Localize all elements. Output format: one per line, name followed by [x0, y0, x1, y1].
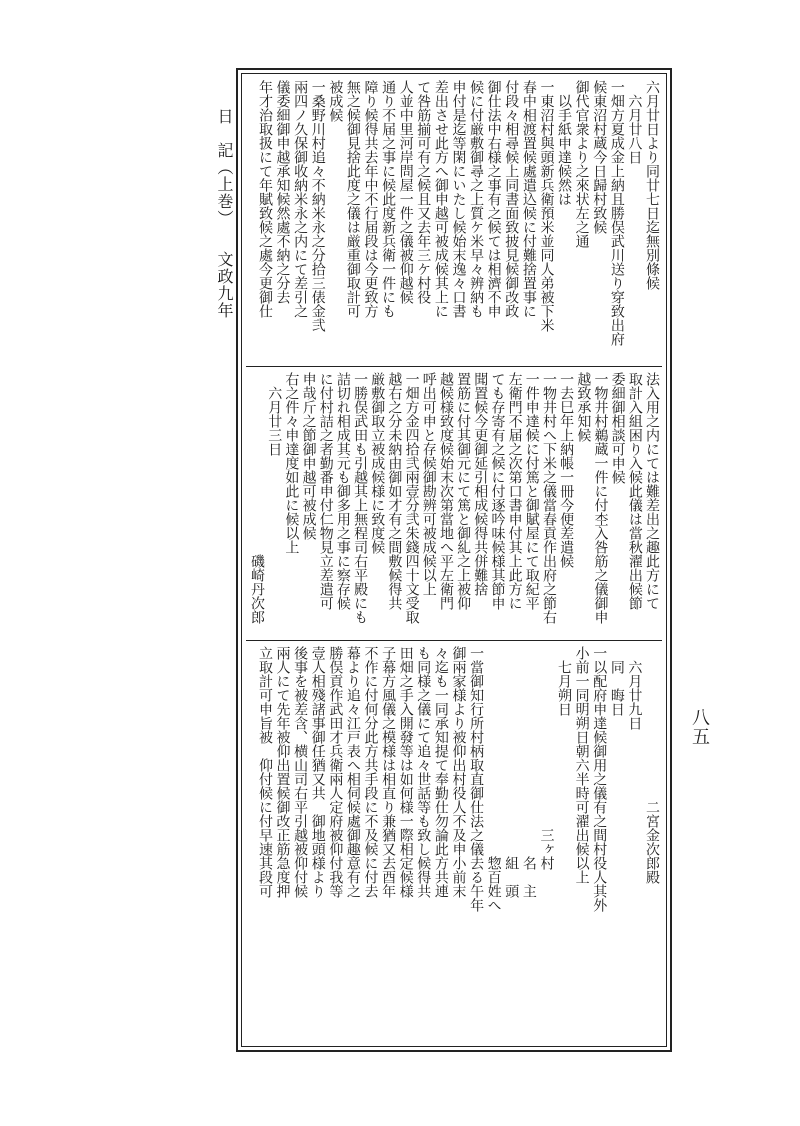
text-column: 一東沼村與頭新兵衛預米並同人弟被下米: [538, 80, 555, 332]
text-column: 兩四ノ久保御收納米永之内にて差引之: [292, 80, 309, 318]
text-column: 一以配府申達候御用之儀有之間村役人其外: [591, 646, 608, 912]
text-column: 越致承知候: [575, 372, 592, 442]
text-column: 置筋に付其御元にて篤と御糺之上被仰: [455, 372, 472, 610]
text-column: 被成候: [327, 80, 344, 122]
text-column: も同様之儀にて追々世話等も致し候得共: [415, 646, 432, 898]
page-number: 八五: [689, 708, 710, 746]
text-column: 通り不届之事に候此度新兵衛一件にも: [380, 80, 397, 318]
text-column: 七月朔日: [556, 646, 573, 716]
text-column: 壹人相殘諸事御任猶又共 御地頭様より: [309, 646, 326, 898]
text-column: て咎筋揃可有之候且又去年三ケ村役: [415, 80, 432, 304]
text-column: 一物井村鵜蔵一件に付杢入咎筋之儀御申: [592, 372, 609, 624]
text-column: 申哉斤之節御申越可被成候: [300, 372, 317, 540]
text-column: 組 頭: [503, 646, 520, 898]
text-column: 兩人にて先年被仰出置候御改正筋急度押: [274, 646, 291, 898]
section-middle: [248, 372, 660, 634]
text-column: 子幕方風儀之模様は相直り兼猶又去酉年: [380, 646, 397, 898]
text-column: 詰切れ相成其元も御多用之事に察存候: [334, 372, 351, 610]
text-column: 幕より追々江戸表へ相伺候處御趣意有之: [344, 646, 361, 898]
text-column: 不作に付何分此方共手段に不及候に付去: [362, 646, 379, 898]
text-column: 三ヶ村: [538, 646, 555, 870]
text-column: 一去巳年上納帳一冊今便差遣候: [558, 372, 575, 568]
text-column: 々迄も一同承知提て奉勤仕勿論此方共連: [432, 646, 449, 898]
text-column: 人並中里河岸問屋一件之儀被仰越候: [397, 80, 414, 304]
text-column: 候東沼村蔵今日歸村致候: [591, 80, 608, 234]
text-column: 二宮金次郎殿: [644, 646, 660, 884]
text-column: ても存寄有之候に付逐吟味候様其節申: [489, 372, 506, 610]
divider-2: [246, 640, 662, 641]
text-column: 右之件々申達度如此に候以上: [283, 372, 300, 554]
text-column: 六月廿九日: [626, 646, 643, 730]
text-column: 一畑方夏成金上納且勝俣武川送り穿致出府: [608, 80, 625, 346]
text-column: 障り候得共去年中不行届段は今更致方: [362, 80, 379, 318]
text-column: 田畑之手入開發等は如何様一際相定候様: [397, 646, 414, 898]
text-frame: [236, 68, 672, 1052]
text-column: 年才治取扱にて年賦致候之處今更御仕: [256, 80, 273, 318]
text-column: に付村詰之者勤番申付仁物見立差遣可: [317, 372, 334, 610]
text-column: 呼出可申と存候御勘辨可被成候以上: [420, 372, 437, 596]
text-column: 法入用之内にては難差出之趣此方にて: [644, 372, 660, 610]
header-title: 日 記（上巻）: [215, 108, 234, 227]
text-column: 惣百姓へ: [485, 646, 502, 912]
text-column: 小前一同明朔日朝六半時可濯出候以上: [573, 646, 590, 884]
text-column: 一件申達候に付篤と御賦屋にて取紀平: [523, 372, 540, 610]
text-column: 磯崎丹次郎: [249, 372, 266, 624]
text-column: 六月廿三日: [266, 372, 283, 456]
text-column: 一桑野川村追々不納米永之分拾三俵金弐: [309, 80, 326, 332]
text-column: 六月廿八日: [626, 80, 643, 164]
text-column: 聞置候今更御延引相成候得共併難捨: [472, 372, 489, 596]
text-column: 厳敷御取立被成候様に致度候: [369, 372, 386, 554]
text-column: 儀委細御申越承知候然處不納之分去: [274, 80, 291, 304]
text-column: 申付是迄等閑にいたし候始末逸々口書: [450, 80, 467, 318]
page-header: [208, 108, 236, 768]
text-column: 立取計可申旨被 仰付候に付早速其段可: [256, 646, 273, 898]
header-era: 文政九年: [215, 251, 234, 319]
text-column: 付段々相尋候上同書面致披見候御改政: [503, 80, 520, 318]
text-column: 越候様致度候始末次第當地へ平左衛門: [437, 372, 454, 610]
text-column: 一當御知行所村柄取直御仕法之儀去る午年: [468, 646, 485, 912]
text-column: 勝俣貢作武田才兵衛兩人定府被仰付我等: [327, 646, 344, 898]
text-column: 後事を被差含、横山司右平引越被仰付候: [292, 646, 309, 898]
text-column: 候に付厳敷御尋之上質ケ米早々辨納も: [468, 80, 485, 318]
text-column: 御兩家様より被仰出村役人不及申小前末: [450, 646, 467, 898]
text-column: 委細御相談可申候: [609, 372, 626, 484]
section-top: [248, 80, 660, 362]
text-column: 左衛門不届之次第口書申付其上此方に: [506, 372, 523, 610]
section-bottom: [248, 646, 660, 1042]
text-column: 御代官衆より之來状左之通: [573, 80, 590, 248]
text-column: 一物井村へ下米之儀當春貢作出府之節右: [540, 372, 557, 624]
text-column: 春中相渡置候處遣込候に付難捨置事に: [520, 80, 537, 318]
text-column: 一勝俣武田も引越其上無程司右平殿にも: [352, 372, 369, 624]
text-column: 以手紙申達候然は: [556, 80, 573, 206]
text-column: 名 主: [520, 646, 537, 898]
text-column: 取計入組困り入候此儀は當秋濯出候節: [626, 372, 643, 610]
text-column: 一畑方金四拾弐兩壹分弐朱錢四十文受取: [403, 372, 420, 624]
text-column: 差出させ此方へ御申越可被成候其上に: [432, 80, 449, 318]
text-column: 御仕法中右様之事有之候ては相濟不申: [485, 80, 502, 318]
text-column: 六月廿日より同廿七日迄無別條候: [644, 80, 660, 290]
text-column: 無之候御見捨此度之儀は厳重御取計可: [344, 80, 361, 318]
divider-1: [246, 366, 662, 367]
text-column: 越右之分未納由御如才有之間敷候得共: [386, 372, 403, 610]
text-column: 同 晦日: [608, 646, 625, 716]
